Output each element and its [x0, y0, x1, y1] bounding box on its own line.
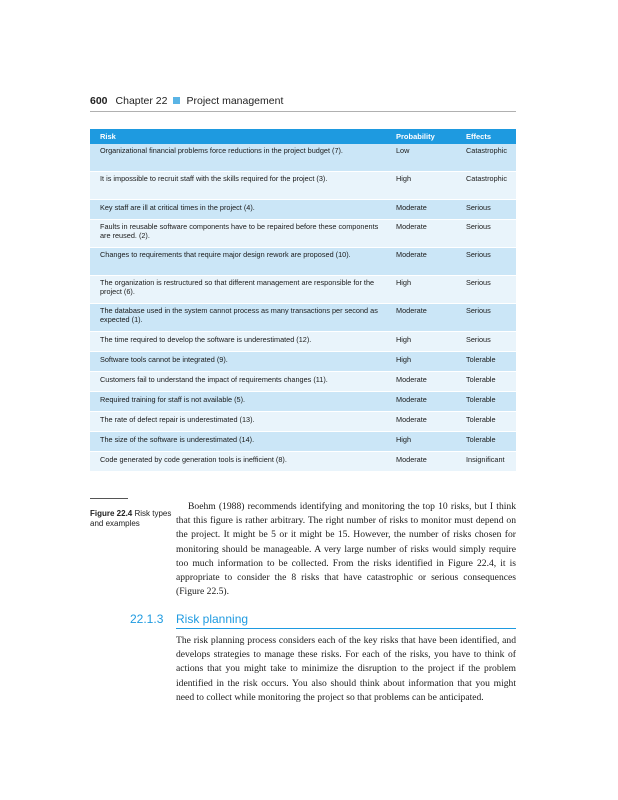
table-row — [90, 248, 516, 276]
effects-cell: Tolerable — [456, 432, 516, 452]
effects-cell: Serious — [456, 248, 516, 276]
table-row — [90, 392, 516, 412]
figure-caption-rule — [90, 498, 128, 499]
probability-cell: Moderate — [386, 220, 456, 248]
table-row — [90, 452, 516, 472]
table-row — [90, 372, 516, 392]
risk-cell: The time required to develop the software is underestimated (12). — [90, 332, 386, 352]
risk-cell: Key staff are ill at critical times in the project (4). — [90, 200, 386, 220]
risk-cell: Faults in reusable software components have to be repaired before these components are reused. (2). — [90, 220, 386, 248]
probability-cell: Moderate — [386, 412, 456, 432]
running-header — [90, 95, 516, 107]
probability-cell: High — [386, 352, 456, 372]
risk-cell: Software tools cannot be integrated (9). — [90, 352, 386, 372]
risk-cell: Customers fail to understand the impact of requirements changes (11). — [90, 372, 386, 392]
probability-cell: Moderate — [386, 392, 456, 412]
probability-cell: Moderate — [386, 304, 456, 332]
risk-cell: The database used in the system cannot process as many transactions per second as expected (1). — [90, 304, 386, 332]
risk-cell: It is impossible to recruit staff with the skills required for the project (3). — [90, 172, 386, 200]
risk-cell: Organizational financial problems force reductions in the project budget (7). — [90, 144, 386, 172]
table-row — [90, 304, 516, 332]
probability-cell: Moderate — [386, 452, 456, 472]
risk-cell: Required training for staff is not available (5). — [90, 392, 386, 412]
figure-caption-text: Risk types and examples — [90, 509, 172, 529]
section-number: 22.1.3 — [130, 612, 164, 626]
table-row — [90, 144, 516, 172]
table-row — [90, 200, 516, 220]
header-rule — [90, 111, 516, 112]
body-paragraph: The risk planning process considers each of the key risks that have been identified, and develops strategies to manage these risks. For each of the risks, you have to think of actions that you might take to minimize the disruption to the project if the problem identified in the risk occurs. You also should think about information that you might need to collect while monitoring the project so that problems can be anticipated. — [176, 635, 516, 703]
table-header-row — [90, 129, 516, 144]
table-row — [90, 352, 516, 372]
effects-cell: Tolerable — [456, 392, 516, 412]
probability-cell: High — [386, 172, 456, 200]
header-square-icon — [173, 97, 180, 104]
figure-label: Figure 22.4 — [90, 509, 133, 518]
risk-cell: Changes to requirements that require major design rework are proposed (10). — [90, 248, 386, 276]
chapter-title: Project management — [186, 95, 284, 107]
column-header-effects: Effects — [456, 129, 516, 144]
effects-cell: Serious — [456, 304, 516, 332]
risk-cell: The rate of defect repair is underestimated (13). — [90, 412, 386, 432]
table-row — [90, 332, 516, 352]
column-header-risk: Risk — [90, 129, 386, 144]
chapter-label: Chapter 22 — [115, 95, 168, 107]
figure-caption — [90, 509, 176, 530]
risk-table — [90, 129, 516, 472]
effects-cell: Tolerable — [456, 372, 516, 392]
section-title: Risk planning — [176, 612, 249, 626]
effects-cell: Serious — [456, 200, 516, 220]
effects-cell: Insignificant — [456, 452, 516, 472]
effects-cell: Tolerable — [456, 352, 516, 372]
probability-cell: High — [386, 432, 456, 452]
table-row — [90, 412, 516, 432]
probability-cell: High — [386, 332, 456, 352]
table-row — [90, 172, 516, 200]
table-row — [90, 276, 516, 304]
risk-cell: Code generated by code generation tools is inefficient (8). — [90, 452, 386, 472]
probability-cell: Low — [386, 144, 456, 172]
page-number: 600 — [90, 95, 108, 107]
risk-cell: The size of the software is underestimated (14). — [90, 432, 386, 452]
section-rule — [176, 628, 516, 629]
table-row — [90, 220, 516, 248]
effects-cell: Serious — [456, 332, 516, 352]
probability-cell: High — [386, 276, 456, 304]
effects-cell: Serious — [456, 276, 516, 304]
column-header-probability: Probability — [386, 129, 456, 144]
probability-cell: Moderate — [386, 372, 456, 392]
effects-cell: Catastrophic — [456, 144, 516, 172]
risk-cell: The organization is restructured so that different management are responsible for the project (6). — [90, 276, 386, 304]
effects-cell: Tolerable — [456, 412, 516, 432]
effects-cell: Serious — [456, 220, 516, 248]
body-paragraph: Boehm (1988) recommends identifying and monitoring the top 10 risks, but I think that this figure is rather arbitrary. The right number of risks to monitor must depend on the project. It might be 5 or it might be 15. However, the number of risks chosen for monitoring should be manageable. A very large number of risks would simply require too much information to be collected. From the risks identified in Figure 22.4, it is appropriate to consider the 8 risks that have catastrophic or serious consequences (Figure 22.5). — [176, 501, 516, 598]
table-row — [90, 432, 516, 452]
effects-cell: Catastrophic — [456, 172, 516, 200]
probability-cell: Moderate — [386, 200, 456, 220]
probability-cell: Moderate — [386, 248, 456, 276]
